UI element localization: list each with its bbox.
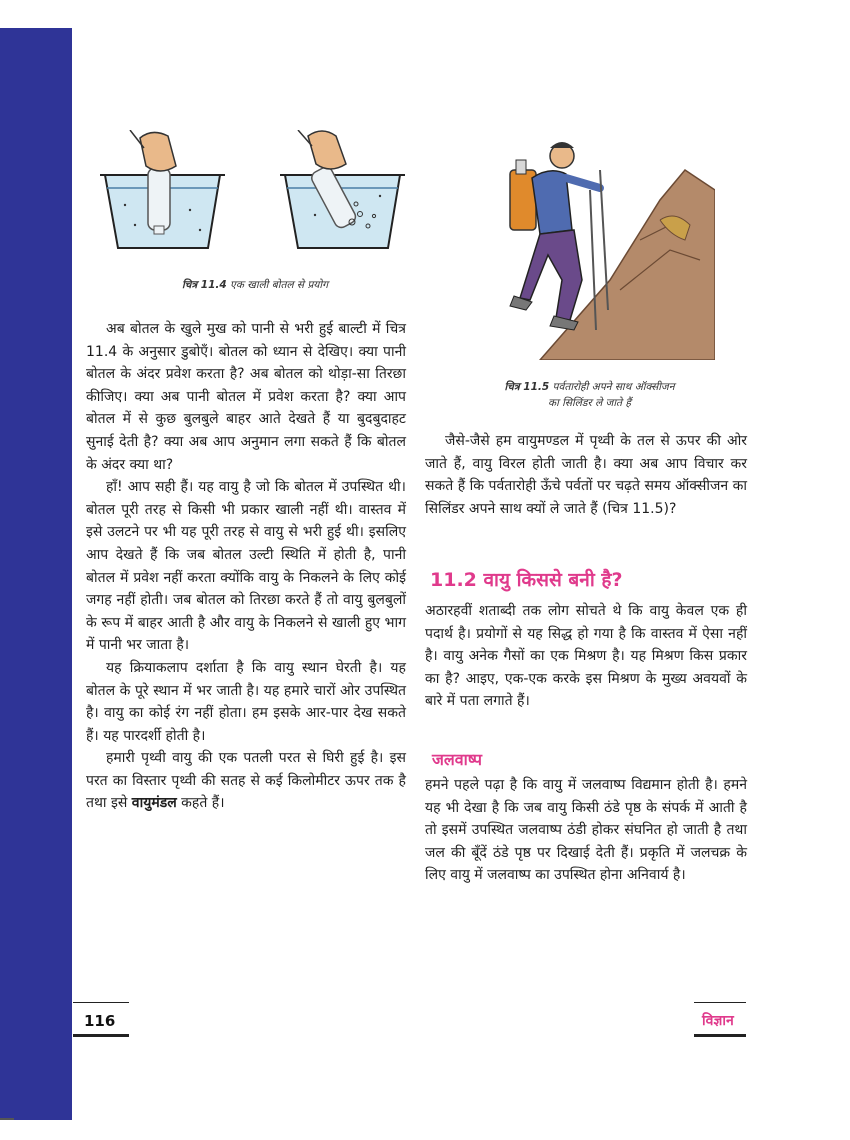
tub-tilted-bottle bbox=[280, 130, 405, 248]
crop-mark bbox=[0, 1118, 14, 1120]
bottle-experiment-illustration bbox=[90, 130, 420, 270]
footer-rule bbox=[73, 1002, 129, 1003]
paragraph: हमने पहले पढ़ा है कि वायु में जलवाष्प विद्यमान होती है। हमने यह भी देखा है कि जब वायु किसी ठंडे पृष्ठ के संपर्क में आती है तो इसमें उपस्थित जलवाष्प ठंडी होकर संघनित हो जाती है तथा जल की बूँदें ठंडे पृष्ठ पर दिखाई देती हैं। प्रकृति में जलचक्र के लिए वायु में जलवाष्प का उपस्थित होना अनिवार्य है। bbox=[425, 777, 747, 884]
keyword-atmosphere: वायुमंडल bbox=[131, 795, 177, 812]
book-name: विज्ञान bbox=[702, 1013, 734, 1029]
caption-line-2: का सिलिंडर ले जाते हैं bbox=[548, 396, 631, 409]
caption-number: चित्र 11.4 bbox=[181, 279, 227, 291]
footer-rule bbox=[694, 1002, 746, 1003]
paragraph: हाँ! आप सही हैं। यह वायु है जो कि बोतल में उपस्थित थी। बोतल पूरी तरह से किसी भी प्रकार खाली नहीं थी। वास्तव में इसे उलटने पर भी यह पूरी तरह से वायु से भरी हुई थी। इसलिए आप देखते हैं कि जब बोतल उल्टी स्थिति में होती है, पानी बोतल में प्रवेश नहीं करता क्योंकि वायु के निकलने के लिए कोई जगह नहीं होती। जब बोतल को तिरछा करते हैं तो वायु बुलबुलों के रूप में बाहर आती है और वायु के निकलने से खाली हुए भाग में पानी भर जाता है। bbox=[86, 479, 406, 654]
paragraph: अब बोतल के खुले मुख को पानी से भरी हुई बाल्टी में चित्र 11.4 के अनुसार डुबोएँ। बोतल को ध्यान से देखिए। क्या पानी बोतल के अंदर प्रवेश करता है? अब बोतल को थोड़ा-सा तिरछा कीजिए। क्या अब पानी बोतल में प्रवेश करता है? क्या आप बोतल में से कुछ बुलबुले बाहर आते देखते हैं या बुदबुदाहट सुनाई देती है? क्या अब आप अनुमान लगा सकते हैं कि बोतल के अंदर क्या था? bbox=[86, 321, 406, 473]
paragraph: अठारहवीं शताब्दी तक लोग सोचते थे कि वायु केवल एक ही पदार्थ है। प्रयोगों से यह सिद्ध हो गया है कि वास्तव में ऐसा नहीं है। वायु अनेक गैसों का एक मिश्रण है। यह मिश्रण किस प्रकार का है? आइए, एक-एक करके इस मिश्रण के मुख्य अवयवों के बारे में पता लगाते हैं। bbox=[425, 603, 747, 710]
tub-upright-bottle bbox=[100, 130, 225, 248]
paragraph-text: कहते हैं। bbox=[176, 795, 225, 812]
caption-line-1 bbox=[462, 380, 717, 396]
caption-text: पर्वतारोही अपने साथ ऑक्सीजन bbox=[552, 381, 675, 393]
left-column-text bbox=[86, 318, 406, 815]
page-number: 116 bbox=[84, 1012, 116, 1030]
footer-bar bbox=[694, 1034, 746, 1037]
sub-heading: जलवाष्प bbox=[432, 750, 483, 769]
section-heading: 11.2 वायु किससे बनी है? bbox=[430, 569, 623, 591]
figure-11-5-caption bbox=[462, 380, 717, 412]
mountaineer-illustration bbox=[470, 130, 715, 360]
right-column-water-vapour bbox=[425, 774, 747, 887]
caption-text: एक खाली बोतल से प्रयोग bbox=[230, 279, 329, 291]
figure-11-4-caption bbox=[110, 278, 400, 292]
paragraph: यह क्रियाकलाप दर्शाता है कि वायु स्थान घेरती है। यह बोतल के पूरे स्थान में भर जाती है। यह हमारे चारों ओर उपस्थित है। वायु का कोई रंग नहीं होता। हम इसके आर-पार देख सकते हैं। यह पारदर्शी होती है। bbox=[86, 659, 406, 744]
paragraph-text: हमारी पृथ्वी वायु की एक पतली परत से घिरी हुई है। इस परत का विस्तार पृथ्वी की सतह से कई किलोमीटर ऊपर तक है तथा इसे bbox=[86, 750, 406, 812]
paragraph: जैसे-जैसे हम वायुमण्डल में पृथ्वी के तल से ऊपर की ओर जाते हैं, वायु विरल होती जाती है। क्या अब आप विचार कर सकते हैं कि पर्वतारोही ऊँचे पर्वतों पर चढ़ते समय ऑक्सीजन का सिलिंडर अपने साथ क्यों ले जाते हैं (चित्र 11.5)? bbox=[425, 433, 747, 517]
right-column-section bbox=[425, 600, 747, 713]
footer-bar bbox=[73, 1034, 129, 1037]
right-column-intro bbox=[425, 430, 747, 520]
side-color-bar bbox=[0, 28, 72, 1120]
caption-number: चित्र 11.5 bbox=[504, 381, 550, 393]
paragraph bbox=[86, 747, 406, 815]
